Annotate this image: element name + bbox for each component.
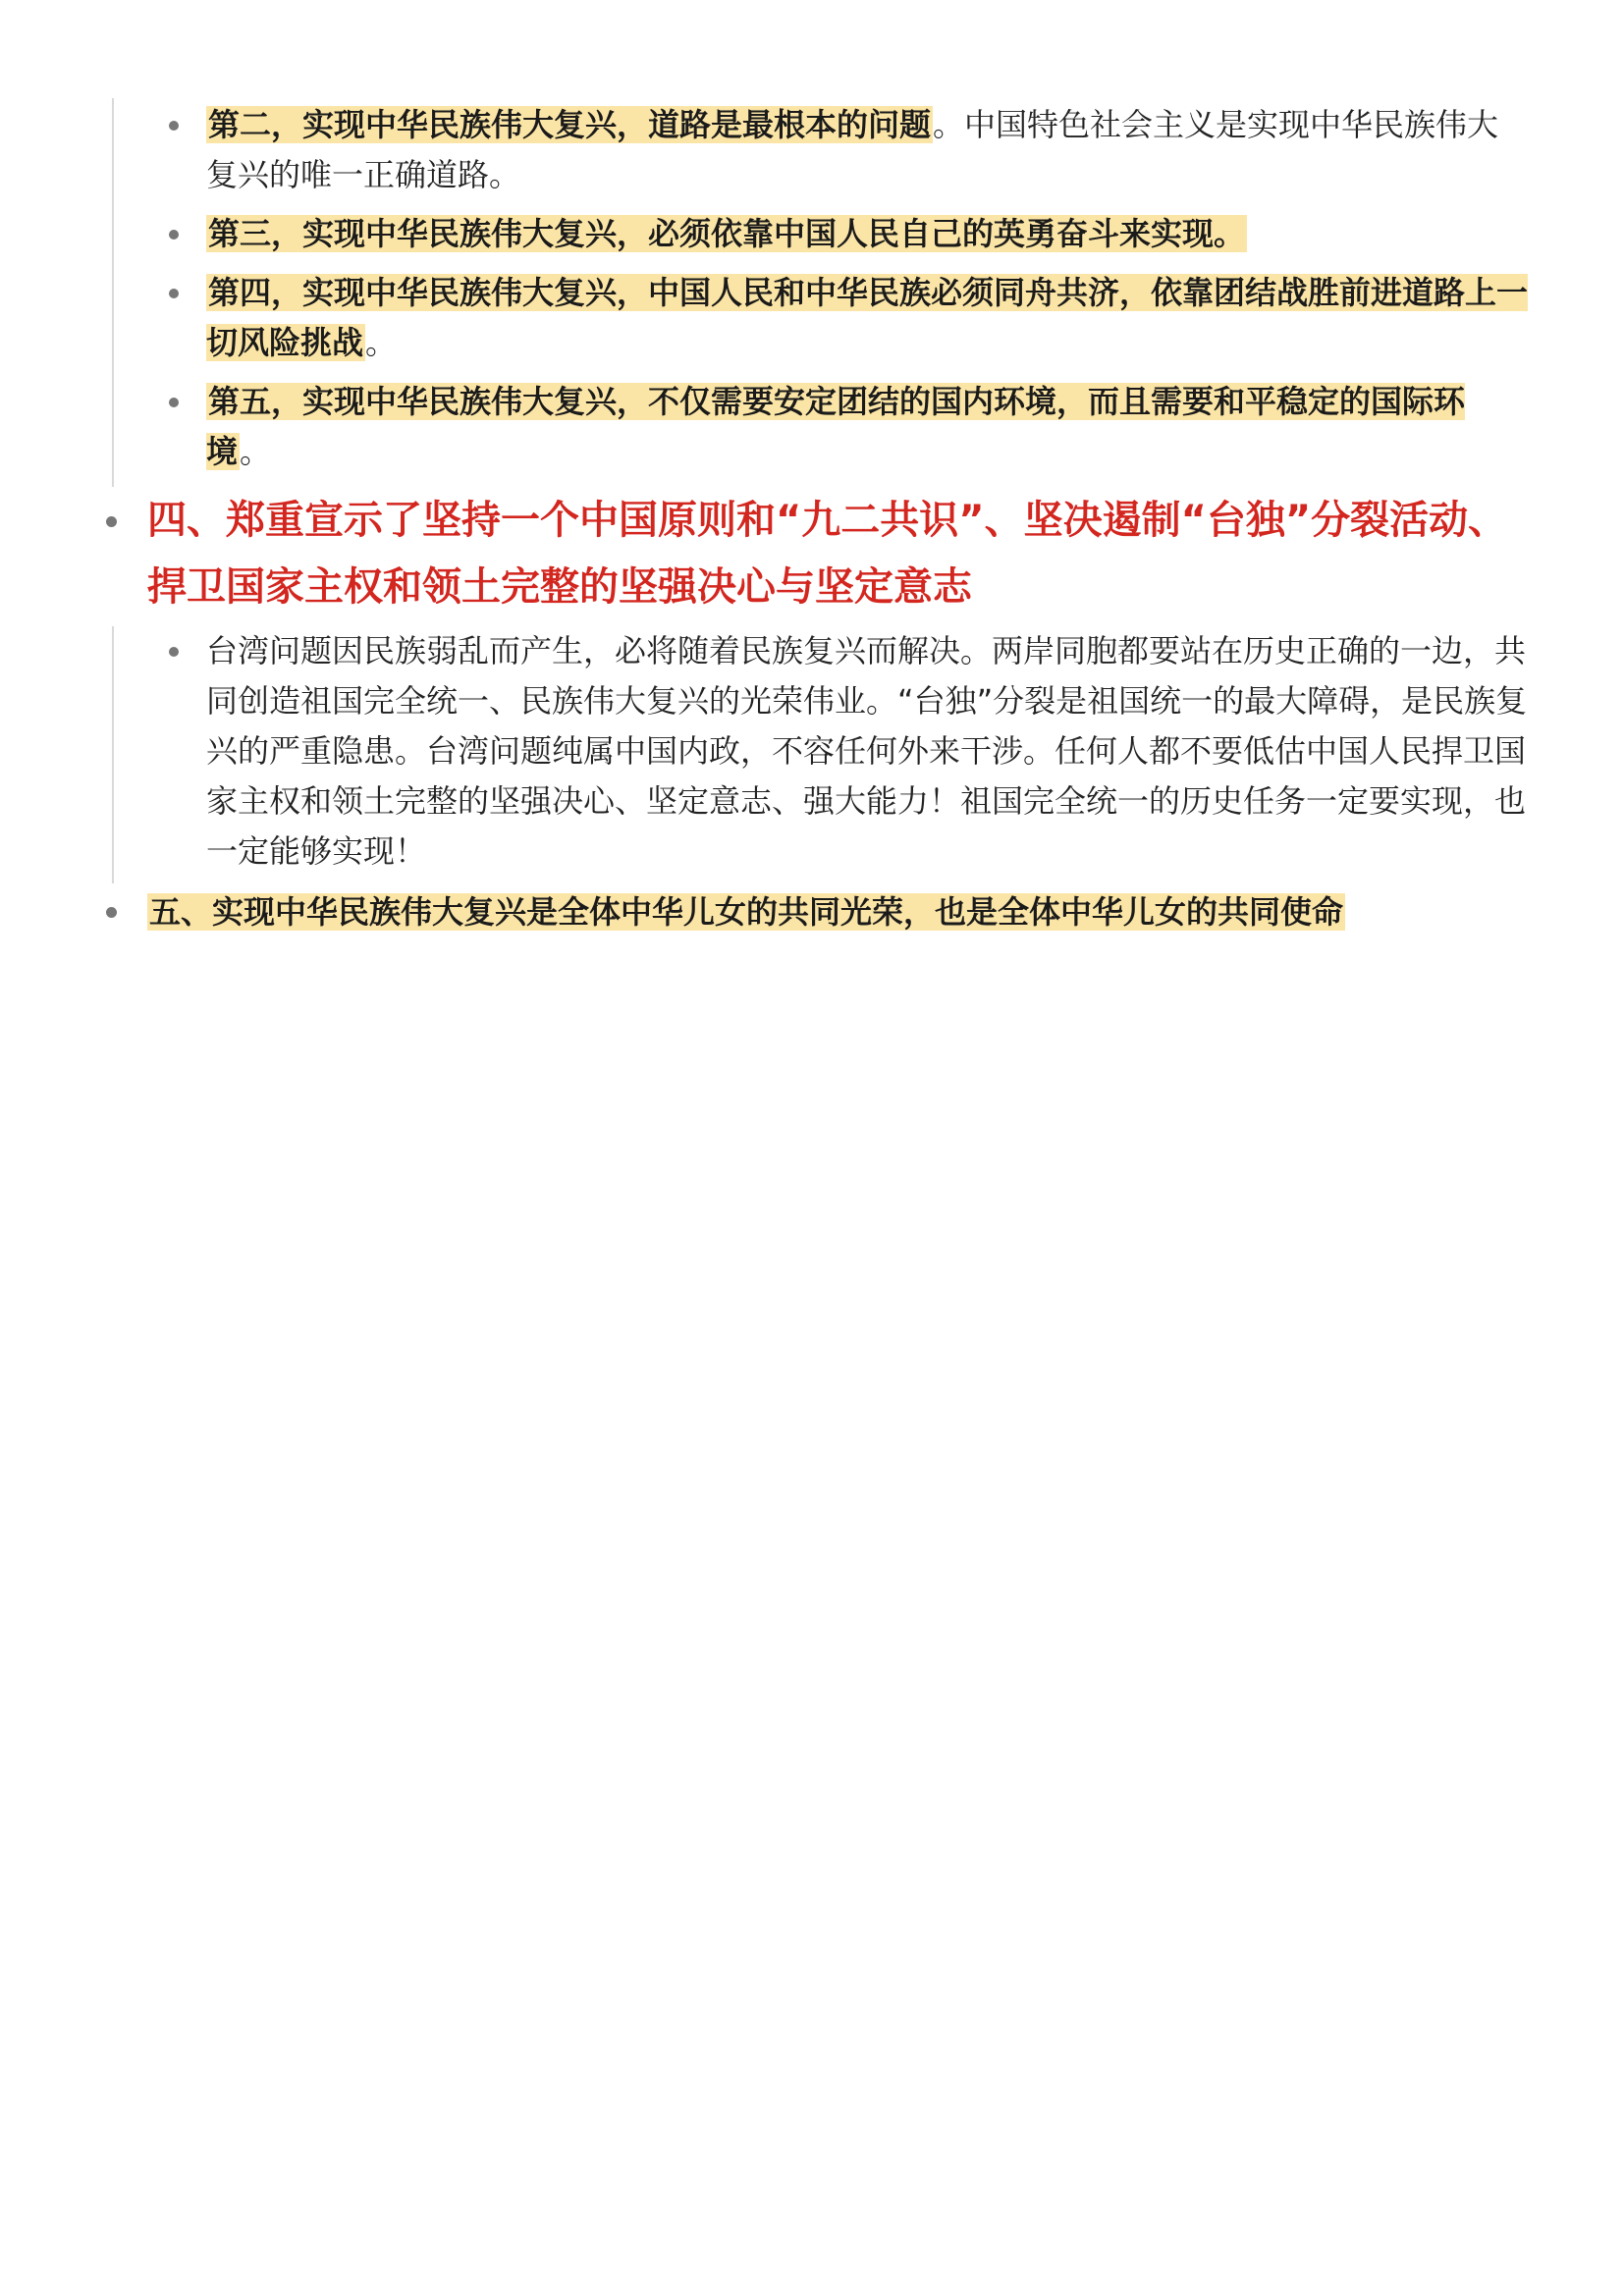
list-item — [114, 268, 1528, 368]
sub-list-1 — [112, 98, 1528, 487]
highlighted-text: 第四，实现中华民族伟大复兴，中国人民和中华民族必须同舟共济，依靠团结战胜前进道路上一切风险挑战 — [206, 274, 1529, 361]
body-text: 。 — [240, 433, 272, 470]
bullet-icon — [169, 398, 179, 407]
bullet-icon — [169, 647, 179, 657]
highlighted-text: 第三，实现中华民族伟大复兴，必须依靠中国人民自己的英勇奋斗来实现。 — [208, 215, 1246, 252]
section-4-heading: 四、郑重宣示了坚持一个中国原则和“九二共识”、坚决遏制“台独”分裂活动、捍卫国家主权和领土完整的坚强决心与坚定意志 — [147, 498, 1508, 610]
body-text: 台湾问题因民族弱乱而产生，必将随着民族复兴而解决。两岸同胞都要站在历史正确的一边，共同创造祖国完全统一、民族伟大复兴的光荣伟业。“台独”分裂是祖国统一的最大障碍，是民族复兴的严重隐患。台湾问题纯属中国内政，不容任何外来干涉。任何人都不要低估中国人民捍卫国家主权和领土完整的坚强决心、坚定意志、强大能力！祖国完全统一的历史任务一定要实现，也一定能够实现！ — [206, 632, 1528, 870]
list-item — [114, 209, 1528, 259]
highlighted-text: 第二，实现中华民族伟大复兴，道路是最根本的问题 — [208, 106, 932, 143]
bullet-icon — [106, 907, 117, 918]
section-5-item — [0, 887, 1532, 936]
bullet-icon — [169, 230, 179, 240]
sub-list-2 — [112, 626, 1528, 883]
body-text: 。中国特色社会主义是实现中华民族伟大复兴的唯一正确道路。 — [206, 106, 1499, 193]
list-item — [114, 100, 1528, 200]
highlighted-text: 第五，实现中华民族伟大复兴，不仅需要安定团结的国内环境，而且需要和平稳定的国际环境 — [206, 383, 1466, 470]
bullet-icon — [169, 289, 179, 298]
list-item — [114, 626, 1528, 877]
bullet-icon — [169, 121, 179, 131]
section-4-item — [0, 487, 1532, 620]
body-text: 。 — [365, 324, 398, 361]
bullet-icon — [106, 516, 117, 527]
list-item — [114, 377, 1528, 477]
section-5-heading: 五、实现中华民族伟大复兴是全体中华儿女的共同光荣，也是全体中华儿女的共同使命 — [149, 893, 1344, 931]
